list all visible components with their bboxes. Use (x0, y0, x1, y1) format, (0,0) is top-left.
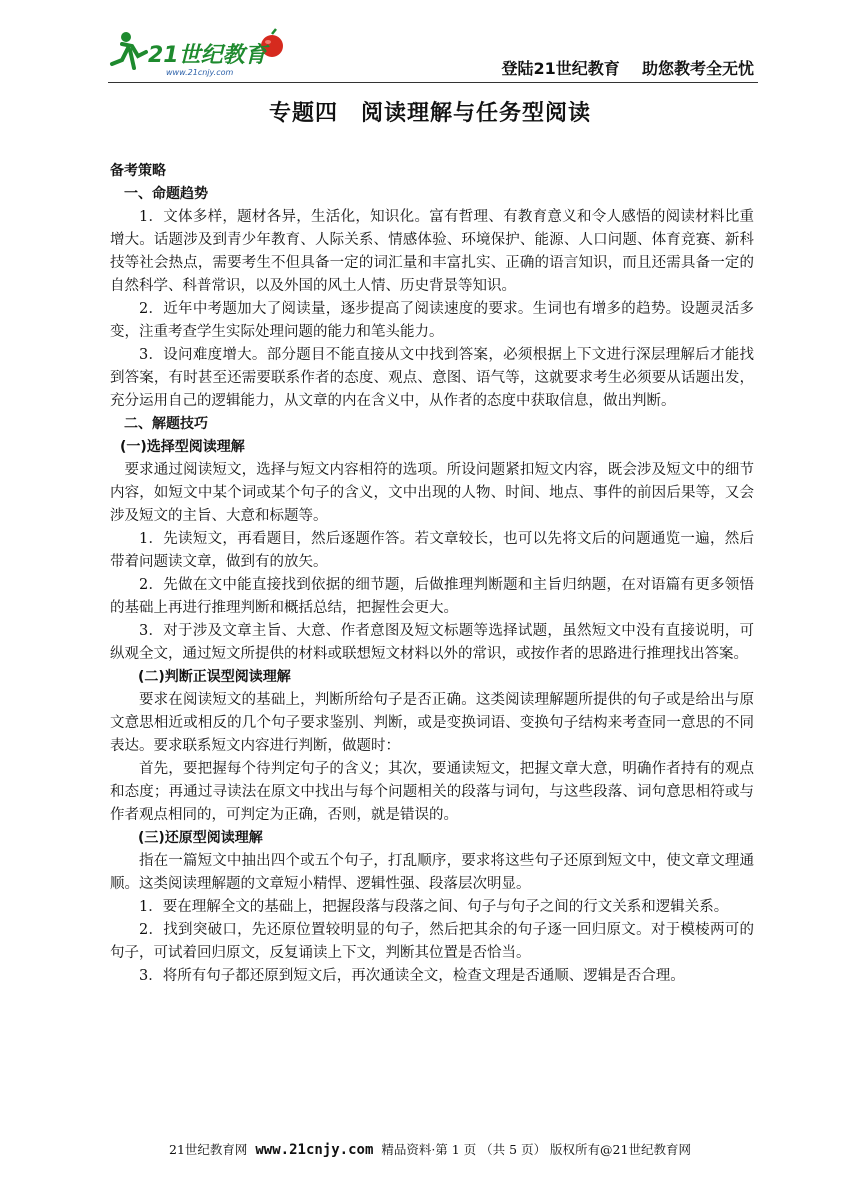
page-header (108, 24, 758, 84)
logo-url: www.21cnjy.com (166, 68, 234, 77)
paragraph: 2．近年中考题加大了阅读量，逐步提高了阅读速度的要求。生词也有增多的趋势。设题灵活多变，注重考查学生实际处理问题的能力和笔头能力。 (110, 301, 754, 340)
paragraph: 3．设问难度增大。部分题目不能直接从文中找到答案，必须根据上下文进行深层理解后才能找到答案，有时甚至还需要联系作者的态度、观点、意图、语气等，这就要求考生必须要从话题出发，充分运用自己的逻辑能力，从文章的内在含义中，从作者的态度中获取信息，做出判断。 (110, 347, 754, 409)
footer-left: 21世纪教育网 (169, 1142, 256, 1157)
paragraph: 首先，要把握每个待判定句子的含义；其次，要通读短文，把握文章大意，明确作者持有的观点和态度；再通过寻读法在原文中找出与每个问题相关的段落与词句，与这些段落、词句意思相符或与作者观点相同的，可判定为正确，否则，就是错误的。 (110, 761, 754, 823)
logo-text: 21世纪教育 (148, 43, 267, 68)
subsection-heading: (三)还原型阅读理解 (138, 830, 263, 846)
paragraph: 1．要在理解全文的基础上，把握段落与段落之间、句子与句子之间的行文关系和逻辑关系。 (139, 899, 729, 915)
paragraph: 1．文体多样，题材各异，生活化，知识化。富有哲理、有教育意义和令人感悟的阅读材料比重增大。话题涉及到青少年教育、人际关系、情感体验、环境保护、能源、人口问题、体育竞赛、新科技等社会热点，需要考生不但具备一定的词汇量和丰富扎实、正确的语言知识，而且还需具备一定的自然科学、科普常识，以及外国的风土人情、历史背景等知识。 (110, 209, 754, 294)
footer-right: 精品资料·第 1 页 （共 5 页） 版权所有@21世纪教育网 (373, 1142, 691, 1157)
paragraph: 1．先读短文，再看题目，然后逐题作答。若文章较长，也可以先将文后的问题通览一遍，然后带着问题读文章，做到有的放矢。 (110, 531, 754, 570)
paragraph: 2．找到突破口，先还原位置较明显的句子，然后把其余的句子逐一回归原文。对于模棱两可的句子，可试着回归原文，反复诵读上下文，判断其位置是否恰当。 (110, 922, 754, 961)
subsection-heading: (一)选择型阅读理解 (120, 439, 245, 455)
logo-graphic (108, 28, 308, 80)
site-logo (108, 28, 308, 80)
paragraph: 要求在阅读短文的基础上，判断所给句子是否正确。这类阅读理解题所提供的句子或是给出与原文意思相近或相反的几个句子要求鉴别、判断，或是变换词语、变换句子结构来考查同一意思的不同表达。要求联系短文内容进行判断，做题时： (110, 692, 754, 754)
strategy-label: 备考策略 (110, 163, 166, 179)
paragraph: 3．将所有句子都还原到短文后，再次通读全文，检查文理是否通顺、逻辑是否合理。 (139, 968, 685, 984)
document-body (110, 160, 754, 988)
page-title: 专题四 阅读理解与任务型阅读 (268, 101, 591, 126)
page-footer (0, 1140, 860, 1158)
section-heading: 二、解题技巧 (124, 416, 208, 432)
paragraph: 指在一篇短文中抽出四个或五个句子，打乱顺序，要求将这些句子还原到短文中，使文章文理通顺。这类阅读理解题的文章短小精悍、逻辑性强、段落层次明显。 (110, 853, 754, 892)
header-divider (108, 82, 758, 83)
paragraph: 3．对于涉及文章主旨、大意、作者意图及短文标题等选择试题，虽然短文中没有直接说明，可纵观全文，通过短文所提供的材料或联想短文材料以外的常识，或按作者的思路进行推理找出答案。 (110, 623, 754, 662)
section-heading: 一、命题趋势 (124, 186, 208, 202)
subsection-heading: (二)判断正误型阅读理解 (138, 669, 291, 685)
header-slogan: 登陆21世纪教育 助您教考全无忧 (501, 59, 754, 78)
paragraph: 2．先做在文中能直接找到依据的细节题，后做推理判断题和主旨归纳题，在对语篇有更多领悟的基础上再进行推理判断和概括总结，把握性会更大。 (110, 577, 754, 616)
paragraph: 要求通过阅读短文，选择与短文内容相符的选项。所设问题紧扣短文内容，既会涉及短文中的细节内容，如短文中某个词或某个句子的含义，文中出现的人物、时间、地点、事件的前因后果等，又会涉及短文的主旨、大意和标题等。 (110, 462, 754, 524)
footer-site-link[interactable]: www.21cnjy.com (255, 1142, 374, 1158)
